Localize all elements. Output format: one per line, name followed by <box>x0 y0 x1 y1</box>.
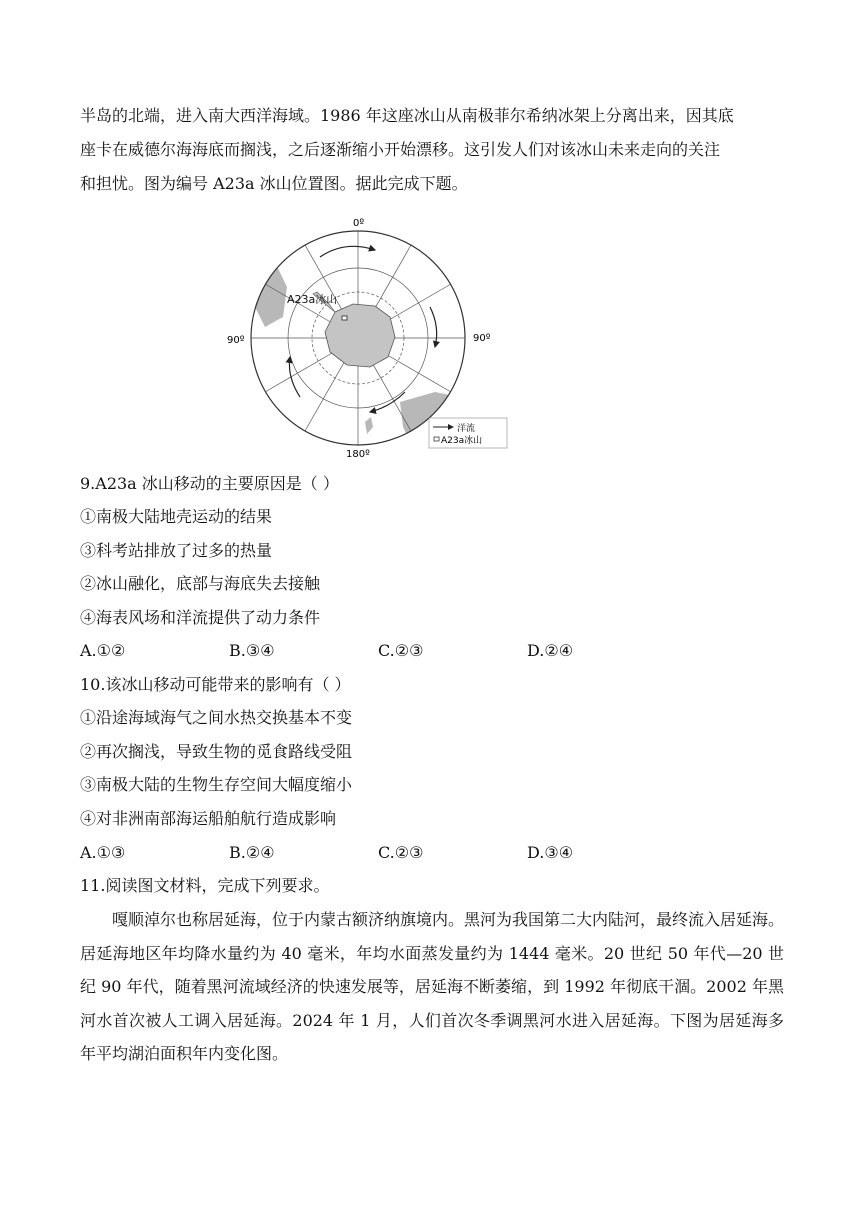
antarctic-map-figure <box>225 212 510 462</box>
q10-option-d[interactable]: D.③④ <box>527 843 574 862</box>
q10-item-1: ①沿途海域海气之间水热交换基本不变 <box>80 708 353 727</box>
q10-option-a[interactable]: A.①③ <box>80 843 126 862</box>
q9-item-3: ②冰山融化，底部与海底失去接触 <box>80 574 321 593</box>
q9-option-c[interactable]: C.②③ <box>378 641 424 660</box>
map-label-180: 180º <box>346 449 370 460</box>
q10-item-4: ④对非洲南部海运船舶航行造成影响 <box>80 809 337 828</box>
iceberg-marker <box>342 316 347 320</box>
q10-option-b[interactable]: B.②④ <box>229 843 275 862</box>
q10-stem: 10.该冰山移动可能带来的影响有（ ） <box>80 675 351 694</box>
q9-item-4: ④海表风场和洋流提供了动力条件 <box>80 608 321 627</box>
intro-line-3: 和担忧。图为编号 A23a 冰山位置图。据此完成下题。 <box>80 174 468 193</box>
legend-iceberg-icon <box>434 437 439 441</box>
legend-current-label: 洋流 <box>457 424 476 434</box>
map-label-iceberg: A23a冰山 <box>287 293 338 306</box>
q11-stem: 11.阅读图文材料，完成下列要求。 <box>80 876 330 895</box>
q9-option-b[interactable]: B.③④ <box>229 641 275 660</box>
q9-item-2: ③科考站排放了过多的热量 <box>80 541 273 560</box>
map-label-0: 0º <box>353 218 365 229</box>
q11-paragraph: 嘎顺淖尔也称居延海，位于内蒙古额济纳旗境内。黑河为我国第二大内陆河，最终流入居延海。居延海地区年均降水量约为 40 毫米，年均水面蒸发量约为 1444 毫米。20 世纪 50 年代—20 世纪 90 年代，随着黑河流域经济的快速发展等，居延海不断萎缩，到 1992 年彻底干涸。2002 年黑河水首次被人工调入居延海。2024 年 1 月，人们首次冬季调黑河水进入居延海。下图为居延海多年平均湖泊面积年内变化图。 <box>80 910 785 1063</box>
q9-option-d[interactable]: D.②④ <box>527 641 574 660</box>
map-label-90-west: 90º <box>227 335 245 346</box>
q10-item-3: ③南极大陆的生物生存空间大幅度缩小 <box>80 775 353 794</box>
legend-iceberg-label: A23a冰山 <box>441 436 483 446</box>
intro-line-2: 座卡在威德尔海海底而搁浅，之后逐渐缩小开始漂移。这引发人们对该冰山未来走向的关注 <box>80 140 721 159</box>
q10-option-c[interactable]: C.②③ <box>378 843 424 862</box>
q9-stem: 9.A23a 冰山移动的主要原因是（ ） <box>80 474 339 493</box>
map-label-90-east: 90º <box>473 333 491 344</box>
intro-line-1: 半岛的北端，进入南大西洋海域。1986 年这座冰山从南极菲尔希纳冰架上分离出来，因其底 <box>80 106 734 125</box>
q10-item-2: ②再次搁浅，导致生物的觅食路线受阻 <box>80 742 353 761</box>
q9-option-a[interactable]: A.①② <box>80 641 126 660</box>
q9-item-1: ①南极大陆地壳运动的结果 <box>80 507 273 526</box>
